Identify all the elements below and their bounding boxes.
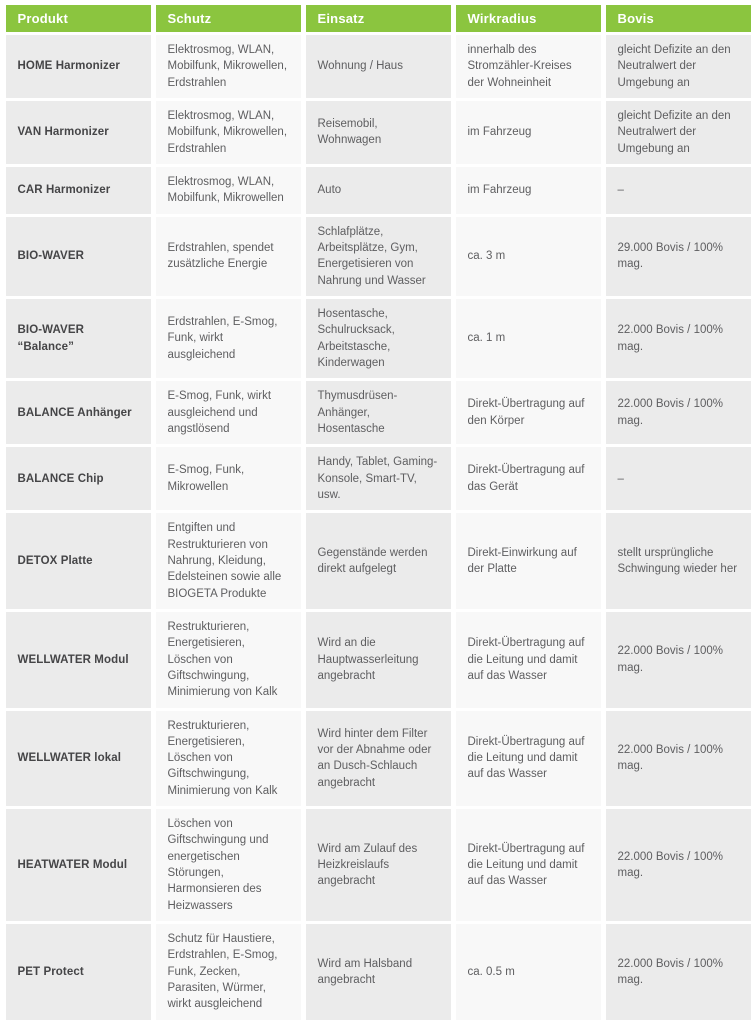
column-header-produkt: Produkt bbox=[6, 5, 151, 32]
einsatz-cell: Wird hinter dem Filter vor der Abnahme oder an Dusch-Schlauch angebracht bbox=[306, 711, 451, 807]
table-row bbox=[6, 612, 751, 708]
table-row bbox=[6, 711, 751, 807]
schutz-cell: Restrukturieren, Energetisieren, Löschen von Giftschwingung, Minimierung von Kalk bbox=[156, 612, 301, 708]
bovis-cell: – bbox=[606, 167, 751, 214]
wirkradius-cell: Direkt-Einwirkung auf der Platte bbox=[456, 513, 601, 609]
bovis-cell: – bbox=[606, 447, 751, 510]
bovis-cell: stellt ursprüngliche Schwingung wieder her bbox=[606, 513, 751, 609]
table-row bbox=[6, 381, 751, 444]
bovis-cell: gleicht Defizite an den Neutralwert der Umgebung an bbox=[606, 101, 751, 164]
einsatz-cell: Schlafplätze, Arbeitsplätze, Gym, Energetisieren von Nahrung und Wasser bbox=[306, 217, 451, 296]
wirkradius-cell: im Fahrzeug bbox=[456, 167, 601, 214]
table-row bbox=[6, 101, 751, 164]
bovis-cell: 22.000 Bovis / 100% mag. bbox=[606, 299, 751, 378]
table-row bbox=[6, 924, 751, 1020]
schutz-cell: E-Smog, Funk, wirkt ausgleichend und angstlösend bbox=[156, 381, 301, 444]
table-body bbox=[6, 35, 751, 1020]
product-name-cell: HOME Harmonizer bbox=[6, 35, 151, 98]
einsatz-cell: Wird an die Hauptwasserleitung angebracht bbox=[306, 612, 451, 708]
wirkradius-cell: Direkt-Übertragung auf den Körper bbox=[456, 381, 601, 444]
schutz-cell: Elektrosmog, WLAN, Mobilfunk, Mikrowellen bbox=[156, 167, 301, 214]
table-row bbox=[6, 299, 751, 378]
table-row bbox=[6, 217, 751, 296]
bovis-cell: 22.000 Bovis / 100% mag. bbox=[606, 711, 751, 807]
product-name-cell: VAN Harmonizer bbox=[6, 101, 151, 164]
table-row bbox=[6, 513, 751, 609]
schutz-cell: Restrukturieren, Energetisieren, Löschen von Giftschwingung, Minimierung von Kalk bbox=[156, 711, 301, 807]
einsatz-cell: Thymusdrüsen-Anhänger, Hosentasche bbox=[306, 381, 451, 444]
product-name-cell: BIO-WAVER bbox=[6, 217, 151, 296]
wirkradius-cell: Direkt-Übertragung auf die Leitung und damit auf das Wasser bbox=[456, 711, 601, 807]
wirkradius-cell: innerhalb des Stromzähler-Kreises der Wohneinheit bbox=[456, 35, 601, 98]
schutz-cell: Erdstrahlen, E-Smog, Funk, wirkt ausgleichend bbox=[156, 299, 301, 378]
product-name-cell: DETOX Platte bbox=[6, 513, 151, 609]
table-row bbox=[6, 35, 751, 98]
wirkradius-cell: Direkt-Übertragung auf die Leitung und damit auf das Wasser bbox=[456, 809, 601, 921]
product-name-cell: WELLWATER Modul bbox=[6, 612, 151, 708]
product-name-cell: PET Protect bbox=[6, 924, 151, 1020]
bovis-cell: gleicht Defizite an den Neutralwert der Umgebung an bbox=[606, 35, 751, 98]
wirkradius-cell: ca. 0.5 m bbox=[456, 924, 601, 1020]
product-comparison-table bbox=[1, 2, 756, 1023]
bovis-cell: 29.000 Bovis / 100% mag. bbox=[606, 217, 751, 296]
bovis-cell: 22.000 Bovis / 100% mag. bbox=[606, 809, 751, 921]
table-row bbox=[6, 447, 751, 510]
schutz-cell: Erdstrahlen, spendet zusätzliche Energie bbox=[156, 217, 301, 296]
wirkradius-cell: Direkt-Übertragung auf das Gerät bbox=[456, 447, 601, 510]
schutz-cell: Löschen von Giftschwingung und energetischen Störungen, Harmonsieren des Heizwassers bbox=[156, 809, 301, 921]
wirkradius-cell: Direkt-Übertragung auf die Leitung und damit auf das Wasser bbox=[456, 612, 601, 708]
einsatz-cell: Wird am Halsband angebracht bbox=[306, 924, 451, 1020]
wirkradius-cell: ca. 1 m bbox=[456, 299, 601, 378]
product-name-cell: BALANCE Chip bbox=[6, 447, 151, 510]
table-header bbox=[6, 5, 751, 32]
schutz-cell: Schutz für Haustiere, Erdstrahlen, E-Smog, Funk, Zecken, Parasiten, Würmer, wirkt ausgleichend bbox=[156, 924, 301, 1020]
wirkradius-cell: ca. 3 m bbox=[456, 217, 601, 296]
bovis-cell: 22.000 Bovis / 100% mag. bbox=[606, 924, 751, 1020]
einsatz-cell: Wohnung / Haus bbox=[306, 35, 451, 98]
header-row bbox=[6, 5, 751, 32]
bovis-cell: 22.000 Bovis / 100% mag. bbox=[606, 381, 751, 444]
column-header-bovis: Bovis bbox=[606, 5, 751, 32]
product-name-cell: WELLWATER lokal bbox=[6, 711, 151, 807]
einsatz-cell: Wird am Zulauf des Heizkreislaufs angebracht bbox=[306, 809, 451, 921]
schutz-cell: Elektrosmog, WLAN, Mobilfunk, Mikrowellen, Erdstrahlen bbox=[156, 35, 301, 98]
table-row bbox=[6, 809, 751, 921]
einsatz-cell: Auto bbox=[306, 167, 451, 214]
schutz-cell: E-Smog, Funk, Mikrowellen bbox=[156, 447, 301, 510]
bovis-cell: 22.000 Bovis / 100% mag. bbox=[606, 612, 751, 708]
table-row bbox=[6, 167, 751, 214]
column-header-wirkradius: Wirkradius bbox=[456, 5, 601, 32]
product-name-cell: CAR Harmonizer bbox=[6, 167, 151, 214]
einsatz-cell: Reisemobil, Wohnwagen bbox=[306, 101, 451, 164]
product-name-cell: BIO-WAVER “Balance” bbox=[6, 299, 151, 378]
einsatz-cell: Hosentasche, Schulrucksack, Arbeitstasche, Kinderwagen bbox=[306, 299, 451, 378]
einsatz-cell: Handy, Tablet, Gaming-Konsole, Smart-TV, usw. bbox=[306, 447, 451, 510]
schutz-cell: Elektrosmog, WLAN, Mobilfunk, Mikrowellen, Erdstrahlen bbox=[156, 101, 301, 164]
column-header-einsatz: Einsatz bbox=[306, 5, 451, 32]
wirkradius-cell: im Fahrzeug bbox=[456, 101, 601, 164]
einsatz-cell: Gegenstände werden direkt aufgelegt bbox=[306, 513, 451, 609]
schutz-cell: Entgiften und Restrukturieren von Nahrung, Kleidung, Edelsteinen sowie alle BIOGETA Produkte bbox=[156, 513, 301, 609]
product-name-cell: HEATWATER Modul bbox=[6, 809, 151, 921]
column-header-schutz: Schutz bbox=[156, 5, 301, 32]
product-name-cell: BALANCE Anhänger bbox=[6, 381, 151, 444]
